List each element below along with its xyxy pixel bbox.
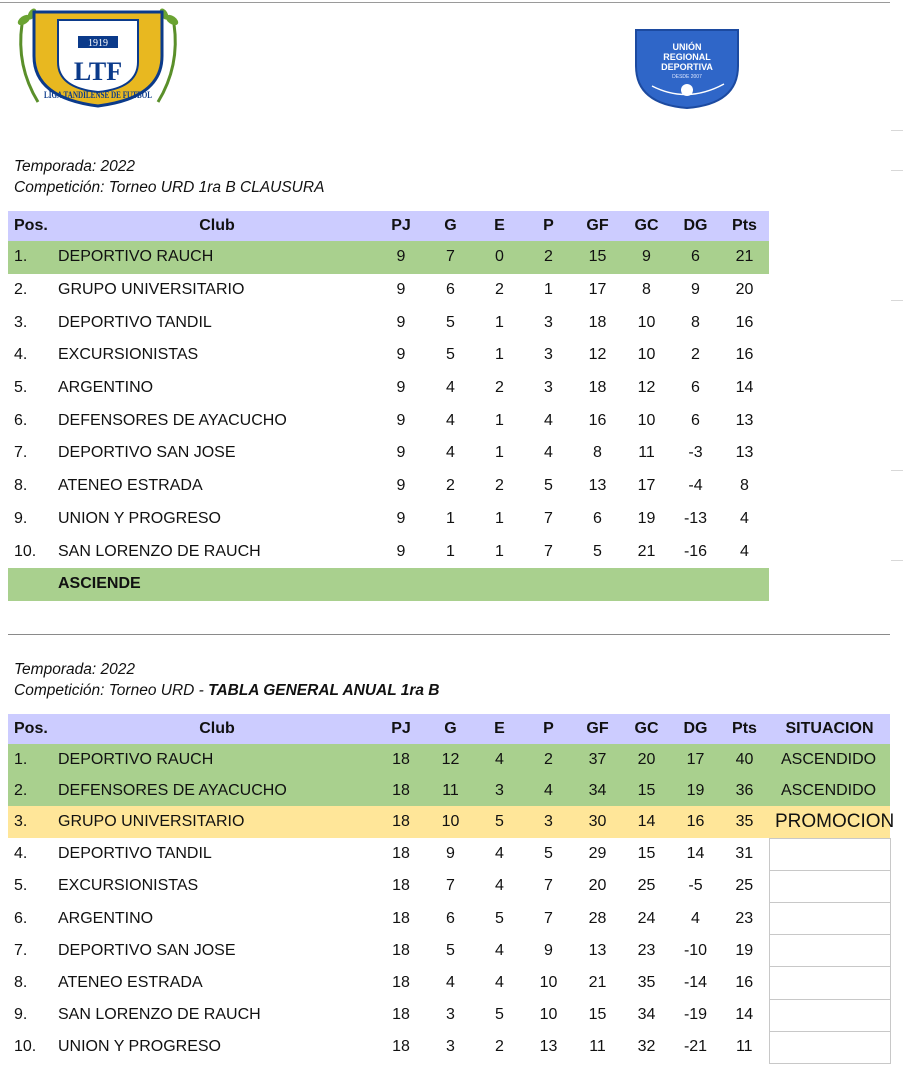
cell-stat: 4 [446,379,455,397]
cell-club: DEPORTIVO TANDIL [58,845,212,863]
cell-stat: 2 [524,744,573,775]
cell-stat: 4 [691,909,700,927]
col-header: PJ [376,714,426,744]
gridline-tick [891,130,903,131]
cell-stat: 18 [588,379,607,397]
cell-stat: 14 [686,845,705,863]
col-header: G [426,714,475,744]
cell-stat: 21 [588,973,607,991]
cell-stat: 18 [376,806,426,838]
cell-stat: 11 [735,1038,753,1056]
cell-stat: 10 [637,411,656,429]
table-row [8,274,769,307]
cell-stat: 13 [539,1038,558,1056]
cell-position: 6. [14,909,28,927]
section1-meta [14,156,324,198]
cell-stat: -10 [683,941,708,959]
cell-stat: 14 [735,379,754,397]
ltf-initials: LTF [73,57,123,86]
cell-stat: 18 [588,313,607,331]
cell-club: DEPORTIVO RAUCH [58,241,376,274]
table-row [8,470,769,503]
cell-club: ARGENTINO [58,909,154,927]
cell-stat: 9 [396,509,406,527]
asciende-label: ASCIENDE [58,568,376,601]
cell-stat: 18 [392,877,410,895]
cell-club: DEFENSORES DE AYACUCHO [58,411,287,429]
urd-line2: REGIONAL [663,52,711,62]
table-row [8,535,769,568]
table-row [8,339,769,372]
cell-stat: 4 [446,973,455,991]
cell-situacion [769,870,890,902]
table-header-row [8,714,890,744]
cell-club: ATENEO ESTRADA [58,973,203,991]
cell-club: EXCURSIONISTAS [58,877,199,895]
cell-stat: 11 [589,1038,606,1056]
cell-club: DEPORTIVO RAUCH [58,744,376,775]
cell-stat: 15 [573,241,622,274]
cell-stat: 3 [446,1006,455,1024]
section2-meta [14,659,440,701]
section1-competicion: Competición: Torneo URD 1ra B CLAUSURA [14,179,325,196]
cell-stat: 6 [671,241,720,274]
cell-stat: 4 [495,941,504,959]
cell-stat: 20 [588,877,607,895]
table-row [8,935,890,967]
cell-stat: 31 [735,845,754,863]
cell-stat: 9 [691,281,700,299]
cell-stat: 1 [544,281,553,299]
cell-stat: 9 [396,444,406,462]
cell-stat: 1 [446,542,455,560]
table-row [8,775,890,806]
cell-stat: 4 [740,542,749,560]
cell-stat: 4 [446,411,455,429]
cell-stat: 4 [740,509,749,527]
cell-stat: 37 [573,744,622,775]
cell-stat: 9 [622,241,671,274]
cell-stat: 13 [588,941,607,959]
table-row [8,503,769,536]
cell-stat: 2 [495,281,504,299]
cell-stat: 19 [735,941,754,959]
cell-situacion [769,902,890,934]
cell-club: UNION Y PROGRESO [58,1038,221,1056]
cell-stat: 3 [544,346,553,364]
cell-stat: 15 [588,1006,607,1024]
col-header: Pos. [8,211,58,241]
table-header-row [8,211,769,241]
cell-stat: 30 [573,806,622,838]
cell-stat: 1 [495,313,504,331]
cell-stat: 5 [446,313,455,331]
cell-club: DEPORTIVO SAN JOSE [58,941,236,959]
cell-stat: 17 [671,744,720,775]
cell-stat: 12 [426,744,475,775]
cell-stat: 18 [376,775,426,806]
cell-club: DEFENSORES DE AYACUCHO [58,775,376,806]
cell-stat: -21 [683,1038,708,1056]
cell-stat: 40 [720,744,769,775]
cell-stat: 10 [539,973,558,991]
cell-club: GRUPO UNIVERSITARIO [58,806,376,838]
col-header: SITUACION [769,714,890,744]
cell-stat: 6 [691,379,700,397]
cell-position: 7. [14,444,28,462]
cell-stat: 9 [376,241,426,274]
cell-stat: 16 [588,411,607,429]
cell-stat: 25 [735,877,754,895]
cell-stat: 12 [588,346,607,364]
section-separator [8,634,890,635]
col-header: Pos. [8,714,58,744]
cell-stat: 3 [544,379,553,397]
col-header: E [475,714,524,744]
cell-position: 7. [14,941,28,959]
cell-stat: 19 [671,775,720,806]
cell-stat: 1 [495,346,504,364]
cell-stat: 6 [446,281,455,299]
cell-position: 10. [14,1038,37,1056]
col-header: PJ [376,211,426,241]
col-header: GC [622,714,671,744]
cell-stat: 9 [396,346,406,364]
cell-stat: 9 [446,845,455,863]
cell-stat: 23 [735,909,754,927]
cell-position: 8. [14,477,28,495]
cell-stat: 29 [588,845,607,863]
cell-stat: 8 [593,444,602,462]
col-header: Pts [720,211,769,241]
cell-stat: 18 [392,909,410,927]
col-header: E [475,211,524,241]
table-row [8,744,890,775]
cell-stat: 3 [446,1038,455,1056]
cell-stat: 8 [642,281,651,299]
cell-stat: 16 [735,313,754,331]
cell-stat: 5 [446,346,455,364]
table-row [8,838,890,870]
cell-stat: 2 [524,241,573,274]
cell-stat: 5 [544,477,553,495]
col-header: DG [671,714,720,744]
cell-stat: -4 [688,477,703,495]
cell-position: 3. [8,806,58,838]
cell-stat: 4 [544,411,553,429]
cell-position: 2. [14,281,28,299]
cell-stat: 17 [637,477,656,495]
cell-position: 9. [14,509,28,527]
cell-stat: 9 [396,411,406,429]
ltf-logo [14,6,182,110]
cell-stat: 15 [637,845,656,863]
cell-situacion: ASCENDIDO [769,775,890,806]
urd-line1: UNIÓN [672,42,702,52]
cell-stat: 10 [539,1006,558,1024]
section1-temporada: Temporada: 2022 [14,158,135,175]
cell-stat: 18 [392,1038,410,1056]
cell-situacion [769,838,890,870]
cell-stat: 5 [475,806,524,838]
col-header: G [426,211,475,241]
cell-stat: 2 [691,346,700,364]
cell-stat: 32 [637,1038,656,1056]
cell-club: DEPORTIVO TANDIL [58,313,212,331]
cell-club: UNION Y PROGRESO [58,509,221,527]
cell-stat: -3 [688,444,703,462]
competicion-prefix: Competición: Torneo URD - [14,682,209,699]
cell-stat: 35 [720,806,769,838]
table-row [8,806,890,838]
cell-stat: 18 [392,1006,410,1024]
cell-stat: 20 [735,281,754,299]
cell-stat: 4 [495,973,504,991]
cell-stat: 16 [735,346,754,364]
cell-stat: 6 [593,509,602,527]
cell-stat: 4 [524,775,573,806]
cell-stat: 9 [544,941,553,959]
cell-stat: 11 [426,775,475,806]
annual-standings-table [8,714,895,1064]
table-row [8,870,890,902]
cell-stat: 5 [446,941,455,959]
top-border-line [0,2,890,3]
cell-stat: 13 [588,477,607,495]
cell-stat: 3 [475,775,524,806]
cell-stat: 19 [637,509,656,527]
table-row [8,404,769,437]
cell-club: ATENEO ESTRADA [58,477,203,495]
table-row [8,241,769,274]
cell-position: 8. [14,973,28,991]
cell-stat: 2 [495,1038,504,1056]
cell-stat: 9 [396,379,406,397]
cell-situacion: PROMOCION [769,806,890,838]
table-row [8,999,890,1031]
cell-stat: 16 [735,973,754,991]
asciende-row [8,568,769,601]
cell-stat: 7 [446,877,455,895]
cell-stat: 6 [691,411,700,429]
cell-stat: -13 [683,509,708,527]
cell-position: 1. [8,744,58,775]
table-row [8,902,890,934]
cell-stat: 7 [544,542,553,560]
gridline-tick [891,470,903,471]
cell-stat: 1 [495,509,504,527]
cell-stat: 24 [637,909,656,927]
cell-stat: 12 [637,379,656,397]
urd-sub: DESDE 2007 [672,74,702,80]
cell-stat: 9 [396,477,406,495]
cell-stat: 5 [495,1006,504,1024]
cell-position: 5. [14,877,28,895]
cell-situacion: ASCENDIDO [769,744,890,775]
cell-club: DEPORTIVO SAN JOSE [58,444,236,462]
cell-stat: 2 [495,379,504,397]
cell-club: SAN LORENZO DE RAUCH [58,542,261,560]
col-header: Club [58,714,376,744]
table-row [8,1031,890,1063]
cell-stat: 3 [524,806,573,838]
cell-stat: 6 [446,909,455,927]
cell-stat: 0 [475,241,524,274]
cell-stat: 23 [637,941,656,959]
ltf-ring-text: LIGA TANDILENSE DE FUTBOL [44,90,152,100]
cell-stat: 1 [495,542,504,560]
cell-stat: 5 [544,845,553,863]
cell-stat: 9 [396,313,406,331]
cell-stat: 8 [691,313,700,331]
cell-position: 2. [8,775,58,806]
table-row [8,967,890,999]
cell-stat: 11 [638,444,655,462]
col-header: P [524,211,573,241]
cell-stat: 14 [622,806,671,838]
cell-stat: 34 [573,775,622,806]
cell-stat: 28 [588,909,607,927]
ltf-year: 1919 [88,38,108,49]
cell-position: 6. [14,411,28,429]
cell-situacion [769,999,890,1031]
cell-stat: 4 [544,444,553,462]
cell-stat: 1 [446,509,455,527]
cell-position: 4. [14,845,28,863]
cell-stat: 1 [495,444,504,462]
cell-stat: 18 [392,941,410,959]
cell-stat: 7 [426,241,475,274]
table-row [8,372,769,405]
cell-stat: 4 [446,444,455,462]
col-header: DG [671,211,720,241]
col-header: Pts [720,714,769,744]
cell-stat: 2 [495,477,504,495]
cell-stat: 5 [593,542,602,560]
cell-stat: 16 [671,806,720,838]
cell-stat: 8 [740,477,749,495]
cell-stat: 9 [396,281,406,299]
cell-position: 10. [14,542,37,560]
cell-stat: 21 [720,241,769,274]
cell-stat: 13 [735,444,754,462]
col-header: GF [573,211,622,241]
cell-stat: 36 [720,775,769,806]
cell-stat: -14 [683,973,708,991]
cell-stat: 35 [637,973,656,991]
cell-club: GRUPO UNIVERSITARIO [58,281,245,299]
cell-stat: 4 [495,877,504,895]
cell-stat: 7 [544,509,553,527]
section2-temporada: Temporada: 2022 [14,661,135,678]
col-header: GC [622,211,671,241]
cell-position: 1. [8,241,58,274]
cell-stat: -19 [683,1006,708,1024]
cell-stat: 25 [637,877,656,895]
cell-stat: 4 [495,845,504,863]
gridline-tick [891,170,903,171]
competicion-title: TABLA GENERAL ANUAL 1ra B [208,682,440,699]
cell-stat: 20 [622,744,671,775]
col-header: GF [573,714,622,744]
col-header: P [524,714,573,744]
section2-competicion [14,680,440,701]
cell-stat: -16 [683,542,708,560]
urd-line3: DEPORTIVA [661,62,713,72]
cell-stat: 14 [735,1006,754,1024]
cell-stat: 34 [637,1006,656,1024]
cell-situacion [769,967,890,999]
cell-position: 4. [14,346,28,364]
cell-stat: 18 [392,973,410,991]
cell-situacion [769,935,890,967]
cell-situacion [769,1031,890,1063]
cell-stat: 9 [396,542,406,560]
cell-club: SAN LORENZO DE RAUCH [58,1006,261,1024]
clausura-standings-table [8,211,769,601]
cell-stat: 5 [495,909,504,927]
cell-stat: 18 [392,845,410,863]
cell-stat: 1 [495,411,504,429]
cell-club: EXCURSIONISTAS [58,346,199,364]
cell-stat: 10 [426,806,475,838]
cell-stat: 4 [475,744,524,775]
col-header: Club [58,211,376,241]
cell-position: 3. [14,313,28,331]
cell-stat: 15 [622,775,671,806]
cell-position: 9. [14,1006,28,1024]
cell-club: ARGENTINO [58,379,154,397]
cell-stat: 3 [544,313,553,331]
urd-logo [632,26,742,110]
cell-stat: 17 [588,281,607,299]
cell-stat: 10 [637,346,656,364]
cell-stat: 21 [637,542,656,560]
table-row [8,306,769,339]
gridline-tick [891,560,903,561]
cell-stat: 7 [544,909,553,927]
cell-stat: 10 [637,313,656,331]
cell-stat: 2 [446,477,455,495]
table-row [8,437,769,470]
cell-position: 5. [14,379,28,397]
cell-stat: 18 [376,744,426,775]
cell-stat: 13 [735,411,754,429]
gridline-tick [891,300,903,301]
cell-stat: -5 [688,877,703,895]
cell-stat: 7 [544,877,553,895]
